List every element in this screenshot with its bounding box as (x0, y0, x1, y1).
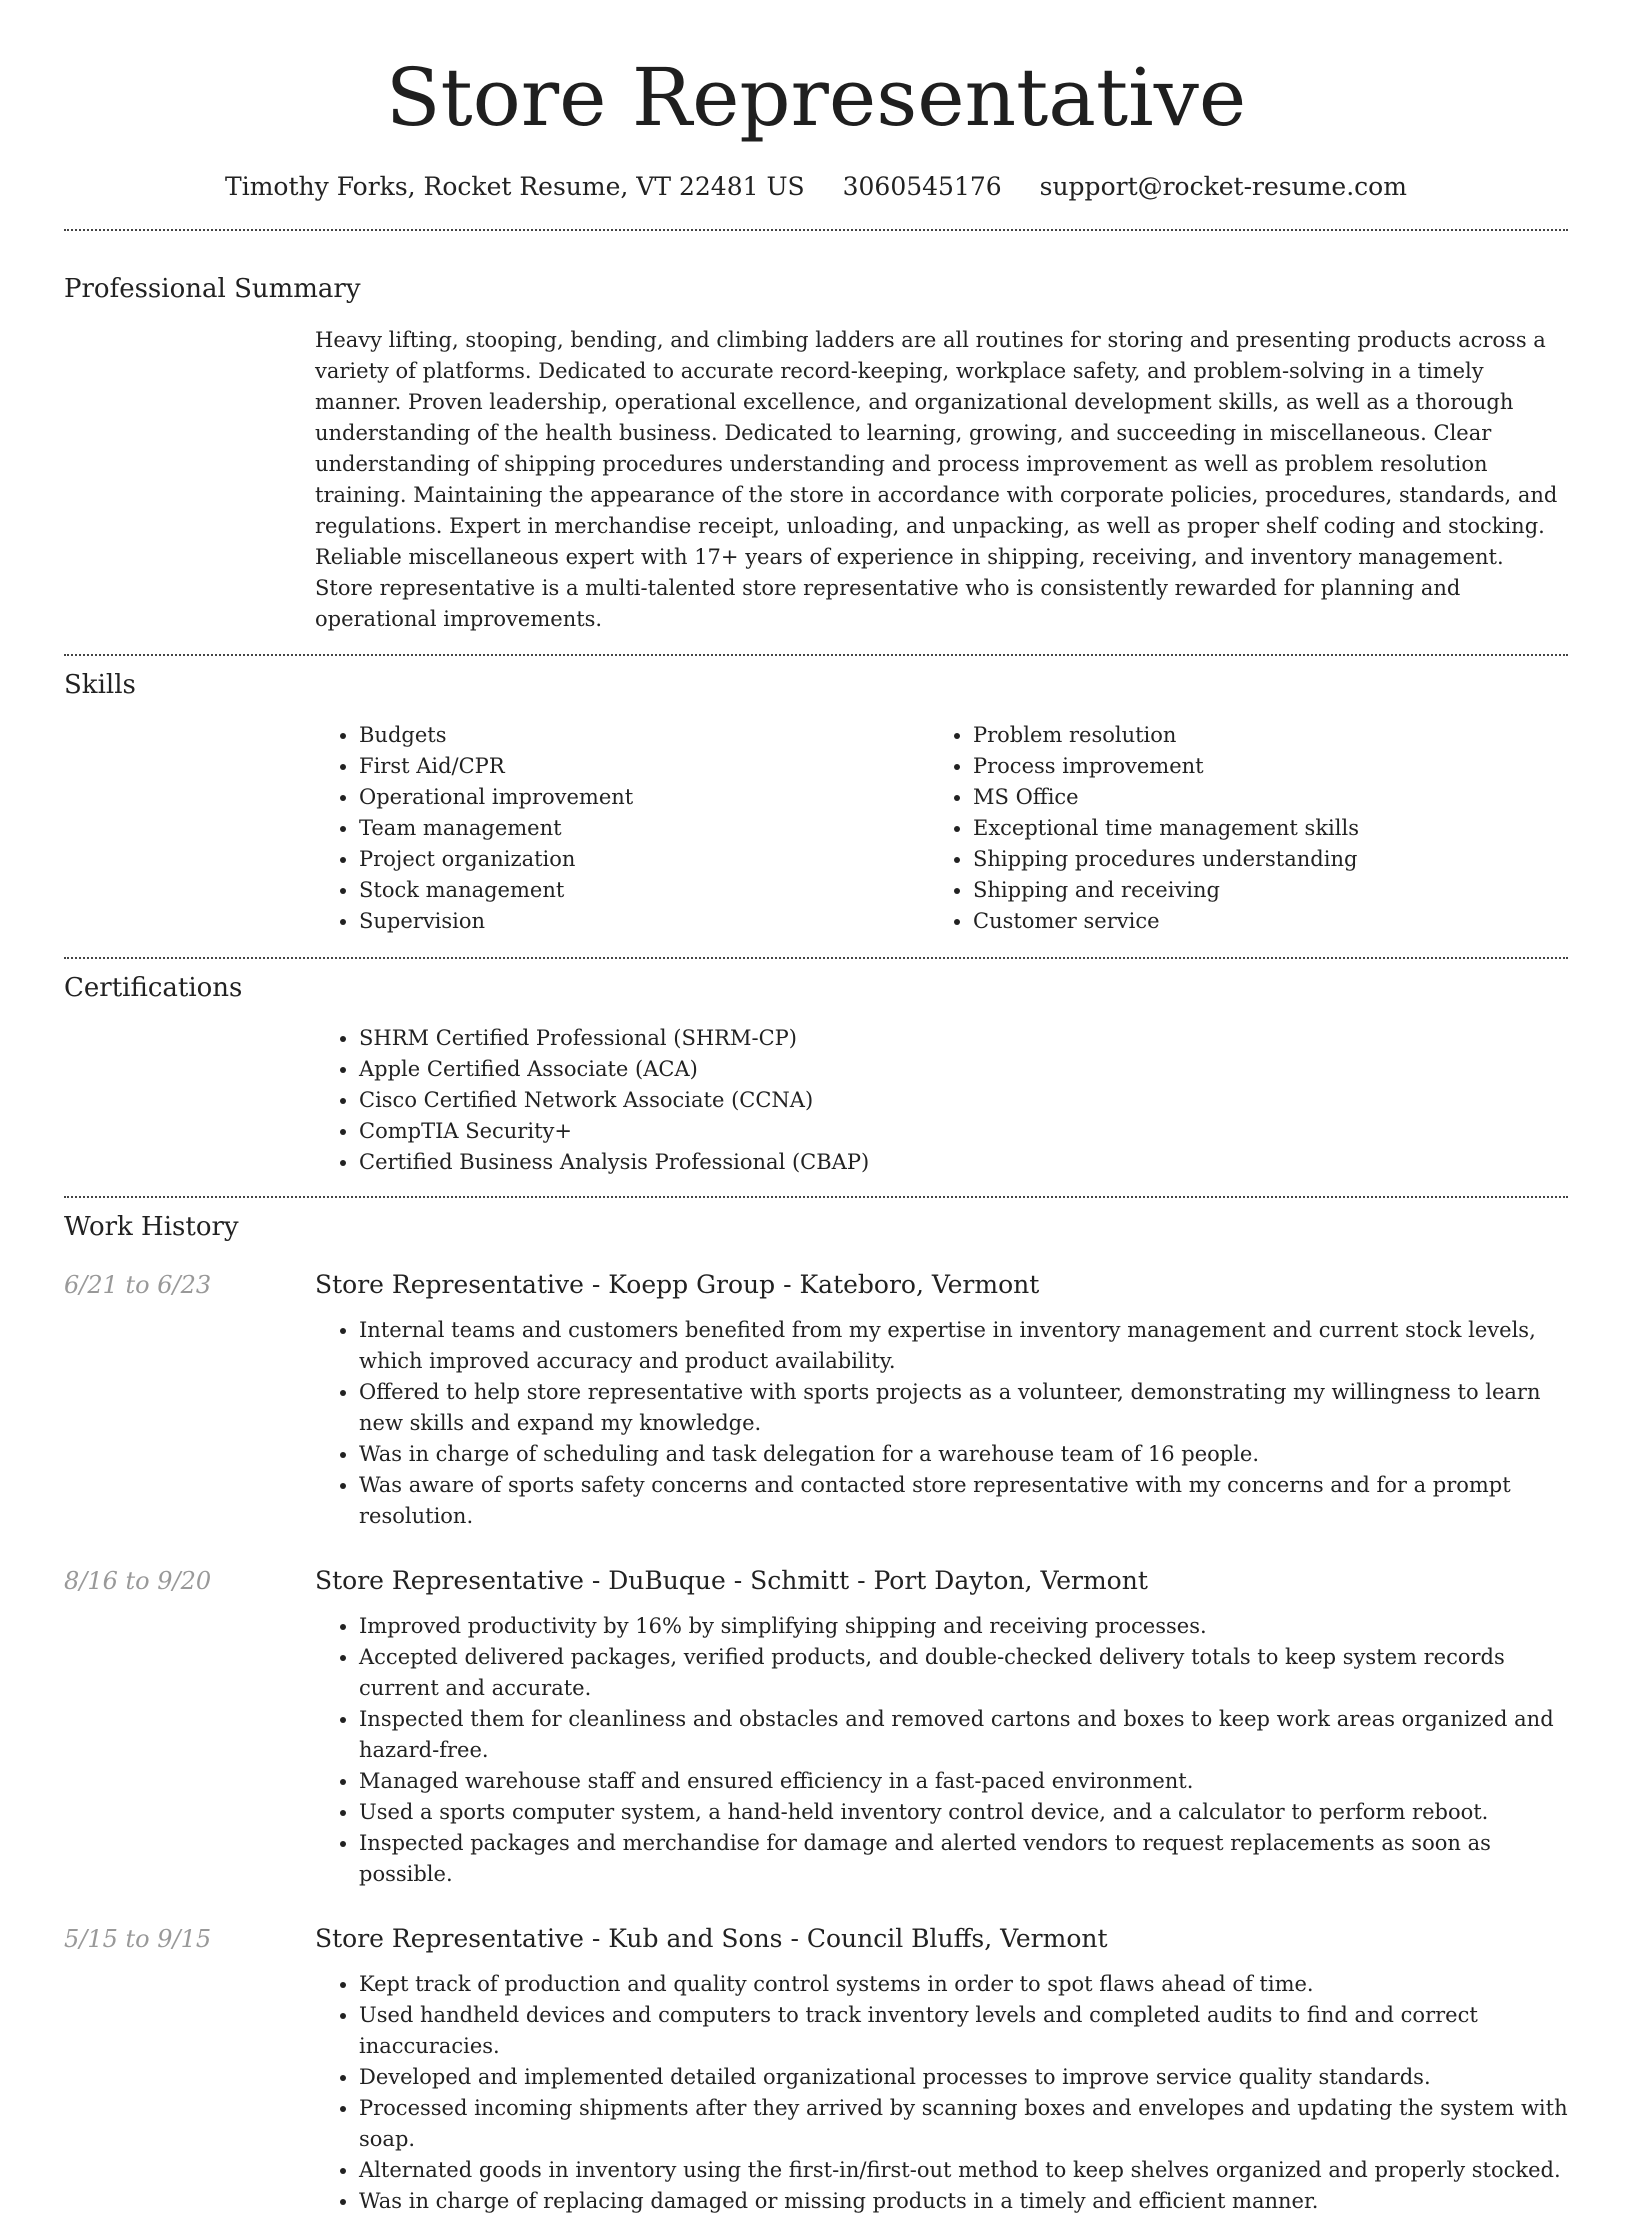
skills-list-left (315, 720, 929, 937)
job-dates: 6/21 to 6/23 (64, 1271, 212, 1299)
certification-item: • CompTIA Security+ (359, 1116, 1568, 1147)
skill-item: • Operational improvement (359, 782, 929, 813)
job-dates: 5/15 to 9/15 (64, 1925, 212, 1953)
skill-item: • Customer service (973, 906, 1573, 937)
job-bullet-list (315, 1611, 1568, 1890)
job-bullet: • Kept track of production and quality control systems in order to spot flaws ahead of time. (359, 1969, 1568, 2000)
job-bullet: • Accepted delivered packages, verified products, and double-checked delivery totals to keep system records current and accurate. (359, 1642, 1568, 1704)
job-title: Store Representative - DuBuque - Schmitt - Port Dayton, Vermont (315, 1566, 1148, 1595)
summary-heading: Professional Summary (64, 274, 361, 304)
job-bullet: • Improved productivity by 16% by simplifying shipping and receiving processes. (359, 1611, 1568, 1642)
skill-item: • Process improvement (973, 751, 1573, 782)
job-bullet: • Was in charge of replacing damaged or missing products in a timely and efficient manner. (359, 2186, 1568, 2217)
job-entry (64, 1270, 1568, 1532)
certifications-heading: Certifications (64, 973, 243, 1003)
skill-item: • MS Office (973, 782, 1573, 813)
skill-item: • Stock management (359, 875, 929, 906)
section-divider (64, 1196, 1568, 1198)
job-bullet: • Was aware of sports safety concerns and contacted store representative with my concerns and for a prompt resolution. (359, 1470, 1568, 1532)
certification-item: • SHRM Certified Professional (SHRM-CP) (359, 1023, 1568, 1054)
section-divider (64, 229, 1568, 231)
job-header (64, 1566, 1568, 1595)
work-history-heading: Work History (64, 1212, 239, 1242)
job-bullet: • Offered to help store representative with sports projects as a volunteer, demonstrating my willingness to learn new skills and expand my knowledge. (359, 1377, 1568, 1439)
job-bullet: • Inspected them for cleanliness and obstacles and removed cartons and boxes to keep work areas organized and hazard-free. (359, 1704, 1568, 1766)
skill-item: • Budgets (359, 720, 929, 751)
job-bullets (315, 1611, 1568, 1890)
job-bullet: • Alternated goods in inventory using the first-in/first-out method to keep shelves organized and properly stocked. (359, 2155, 1568, 2186)
skills-heading: Skills (64, 670, 136, 700)
certification-item: • Apple Certified Associate (ACA) (359, 1054, 1568, 1085)
certification-item: • Cisco Certified Network Associate (CCNA) (359, 1085, 1568, 1116)
job-bullet: • Internal teams and customers benefited from my expertise in inventory management and current stock levels, which improved accuracy and product availability. (359, 1315, 1568, 1377)
certifications-list (315, 1023, 1568, 1178)
section-divider (64, 654, 1568, 656)
job-bullets (315, 1969, 1568, 2217)
section-divider (64, 957, 1568, 959)
job-entry (64, 1566, 1568, 1890)
job-bullet: • Used handheld devices and computers to track inventory levels and completed audits to find and correct inaccuracies. (359, 2000, 1568, 2062)
certifications-block (315, 1023, 1568, 1178)
job-title: Store Representative - Koepp Group - Kateboro, Vermont (315, 1270, 1040, 1299)
job-bullet: • Developed and implemented detailed organizational processes to improve service quality standards. (359, 2062, 1568, 2093)
skill-item: • Supervision (359, 906, 929, 937)
summary-text: Heavy lifting, stooping, bending, and climbing ladders are all routines for storing and presenting products across a variety of platforms. Dedicated to accurate record-keeping, workplace safety, and problem-solving in a timely manner. Proven leadership, operational excellence, and organizational development skills, as well as a thorough understanding of the health business. Dedicated to learning, growing, and succeeding in miscellaneous. Clear understanding of shipping procedures understanding and process improvement as well as problem resolution training. Maintaining the appearance of the store in accordance with corporate policies, procedures, standards, and regulations. Expert in merchandise receipt, unloading, and unpacking, as well as proper shelf coding and stocking. Reliable miscellaneous expert with 17+ years of experience in shipping, receiving, and inventory management. Store representative is a multi-talented store representative who is consistently rewarded for planning and operational improvements. (315, 328, 1558, 631)
contact-address: Timothy Forks, Rocket Resume, VT 22481 US (225, 172, 805, 201)
skill-item: • Problem resolution (973, 720, 1573, 751)
skills-list-right (929, 720, 1573, 937)
skill-item: • Exceptional time management skills (973, 813, 1573, 844)
job-bullet-list (315, 1315, 1568, 1532)
certification-item: • Certified Business Analysis Professional (CBAP) (359, 1147, 1568, 1178)
skill-item: • Project organization (359, 844, 929, 875)
contact-line (64, 172, 1568, 201)
job-bullet: • Processed incoming shipments after they arrived by scanning boxes and envelopes and updating the system with soap. (359, 2093, 1568, 2155)
job-header (64, 1924, 1568, 1953)
resume-title: Store Representative (385, 51, 1247, 144)
skill-item: • First Aid/CPR (359, 751, 929, 782)
skill-item: • Team management (359, 813, 929, 844)
job-header (64, 1270, 1568, 1299)
skills-columns (315, 720, 1568, 937)
job-bullet: • Inspected packages and merchandise for damage and alerted vendors to request replacements as soon as possible. (359, 1828, 1568, 1890)
job-bullet: • Was in charge of scheduling and task delegation for a warehouse team of 16 people. (359, 1439, 1568, 1470)
job-dates: 8/16 to 9/20 (64, 1567, 212, 1595)
job-bullet: • Managed warehouse staff and ensured efficiency in a fast-paced environment. (359, 1766, 1568, 1797)
job-entry (64, 1924, 1568, 2217)
contact-phone: 3060545176 (842, 172, 1002, 201)
resume-page (64, 0, 1568, 2217)
job-title: Store Representative - Kub and Sons - Council Bluffs, Vermont (315, 1924, 1108, 1953)
job-bullet: • Used a sports computer system, a hand-held inventory control device, and a calculator to perform reboot. (359, 1797, 1568, 1828)
job-bullet-list (315, 1969, 1568, 2217)
contact-email: support@rocket-resume.com (1039, 172, 1407, 201)
skill-item: • Shipping procedures understanding (973, 844, 1573, 875)
job-bullets (315, 1315, 1568, 1532)
skill-item: • Shipping and receiving (973, 875, 1573, 906)
